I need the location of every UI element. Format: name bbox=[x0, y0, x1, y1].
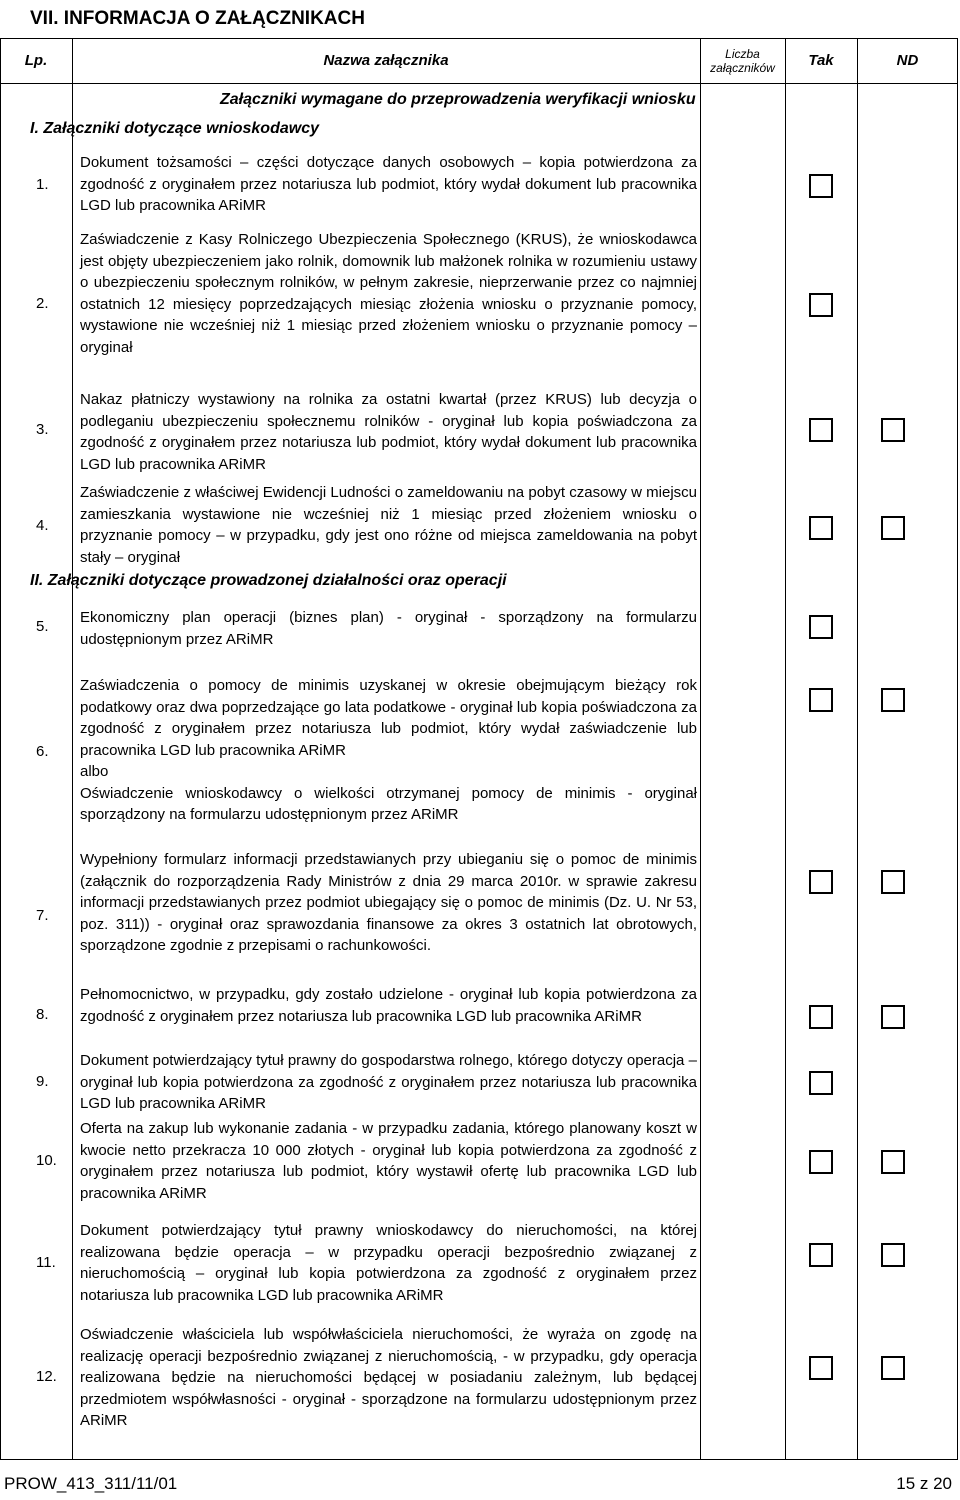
tak-checkbox[interactable] bbox=[809, 418, 833, 442]
item-text: Zaświadczenia o pomocy de minimis uzyskanej w okresie obejmującym bieżący rok podatkowy oraz dwa poprzedzające go lata podatkowe - oryginał lub kopia poświadczona za zgodność z oryginałem przez notariusza lub podmiot, który wydał zaświadczenie lub pracownika LGD lub pracownika ARiMR bbox=[80, 677, 697, 759]
item-number: 7. bbox=[36, 907, 49, 924]
item-number: 10. bbox=[36, 1152, 57, 1169]
header-lp: Lp. bbox=[24, 52, 48, 69]
item-text: Pełnomocnictwo, w przypadku, gdy zostało udzielone - oryginał lub kopia potwierdzona za zgodność z oryginałem przez notariusza lub pracownika LGD lub pracownika ARiMR bbox=[80, 986, 697, 1025]
header-count: Liczba załączników bbox=[710, 46, 775, 75]
form-code: PROW_413_311/11/01 bbox=[4, 1474, 178, 1493]
tak-checkbox[interactable] bbox=[809, 615, 833, 639]
item-number: 5. bbox=[36, 618, 49, 635]
item-number: 6. bbox=[36, 743, 49, 760]
nd-checkbox[interactable] bbox=[881, 1356, 905, 1380]
group-heading-applicant: I. Załączniki dotyczące wnioskodawcy bbox=[30, 120, 319, 137]
tak-checkbox[interactable] bbox=[809, 1356, 833, 1380]
tak-checkbox[interactable] bbox=[809, 688, 833, 712]
item-text-block bbox=[80, 675, 697, 826]
tak-checkbox[interactable] bbox=[809, 870, 833, 894]
item-text: Oferta na zakup lub wykonanie zadania - w przypadku zadania, którego planowany koszt w kwocie netto przekracza 10 000 złotych - oryginał lub kopia potwierdzona za zgodność z oryginałem przez notariusza lub podmiot, który wystawił ofertę lub pracownika LGD lub pracownika ARiMR bbox=[80, 1120, 697, 1202]
item-number: 8. bbox=[36, 1006, 49, 1023]
item-text: Dokument potwierdzający tytuł prawny wnioskodawcy do nieruchomości, na której realizowana będzie operacja – w przypadku operacji bezpośrednio związanej z nieruchomością – oryginał lub kopia potwierdzona za zgodność z oryginałem przez notariusza lub pracownika LGD lub pracownika ARiMR bbox=[80, 1222, 697, 1304]
nd-checkbox[interactable] bbox=[881, 1005, 905, 1029]
page-number: 15 z 20 bbox=[896, 1474, 952, 1493]
item-text: Oświadczenie właściciela lub współwłaściciela nieruchomości, że wyraża on zgodę na realizację operacji bezpośrednio związanej z nieruchomością, - w przypadku, gdy operacja realizowana będzie na nieruchomości będącej w posiadaniu zależnym, lub będącej przedmiotem współwłasności - oryginał - sporządzone na formularzu udostępnionym przez ARiMR bbox=[80, 1326, 697, 1429]
header-tak: Tak bbox=[808, 52, 834, 69]
item-number: 12. bbox=[36, 1368, 57, 1385]
column-divider bbox=[785, 38, 786, 1460]
nd-checkbox[interactable] bbox=[881, 688, 905, 712]
item-text: Wypełniony formularz informacji przedstawianych przy ubieganiu się o pomoc de minimis (załącznik do rozporządzenia Rady Ministrów z dnia 29 marca 2010r. w sprawie zakresu informacji przedstawianych przez podmiot ubiegający się o pomoc de minimis (Dz. U. Nr 53, poz. 311)) - oryginał oraz sprawozdania finansowe za okres 3 ostatnich lat obrotowych, sporządzone zgodnie z przepisami o rachunkowości. bbox=[80, 851, 697, 954]
tak-checkbox[interactable] bbox=[809, 516, 833, 540]
item-number: 9. bbox=[36, 1073, 49, 1090]
nd-checkbox[interactable] bbox=[881, 1243, 905, 1267]
item-text: Dokument potwierdzający tytuł prawny do gospodarstwa rolnego, którego dotyczy operacja – oryginał lub kopia potwierdzona za zgodność z oryginałem przez notariusza lub pracownika LGD lub pracownika ARiMR bbox=[80, 1052, 697, 1112]
nd-checkbox[interactable] bbox=[881, 418, 905, 442]
column-divider bbox=[700, 38, 701, 1460]
subheader: Załączniki wymagane do przeprowadzenia weryfikacji wniosku bbox=[220, 91, 696, 108]
tak-checkbox[interactable] bbox=[809, 1150, 833, 1174]
item-text: Ekonomiczny plan operacji (biznes plan) - oryginał - sporządzony na formularzu udostępnionym przez ARiMR bbox=[80, 609, 697, 648]
item-text: Oświadczenie wnioskodawcy o wielkości otrzymanej pomocy de minimis - oryginał sporządzony na formularzu udostępnionym przez ARiMR bbox=[80, 784, 697, 823]
item-number: 3. bbox=[36, 421, 49, 438]
item-text: Dokument tożsamości – części dotyczące danych osobowych – kopia potwierdzona za zgodność z oryginałem przez notariusza lub podmiot, który wydał dokument lub pracownika LGD lub pracownika ARiMR bbox=[80, 154, 697, 214]
item-number: 2. bbox=[36, 295, 49, 312]
item-number: 4. bbox=[36, 517, 49, 534]
nd-checkbox[interactable] bbox=[881, 870, 905, 894]
header-divider bbox=[0, 83, 958, 84]
item-text: Zaświadczenie z Kasy Rolniczego Ubezpieczenia Społecznego (KRUS), że wnioskodawca jest objęty ubezpieczeniem jako rolnik, domownik lub małżonek rolnika w rozumieniu ustawy o ubezpieczeniu społecznym rolników, w pełnym zakresie, nieprzerwanie przez co najmniej ostatnich 12 miesięcy poprzedzających miesiąc złożenia wniosku o przyznanie pomocy, wystawione nie wcześniej niż 1 miesiąc przed złożeniem wniosku o przyznanie pomocy – oryginał bbox=[80, 231, 697, 356]
nd-checkbox[interactable] bbox=[881, 1150, 905, 1174]
header-nd: ND bbox=[896, 52, 919, 69]
section-title: VII. INFORMACJA O ZAŁĄCZNIKACH bbox=[30, 8, 365, 29]
tak-checkbox[interactable] bbox=[809, 293, 833, 317]
item-text: Nakaz płatniczy wystawiony na rolnika za ostatni kwartał (przez KRUS) lub decyzja o podleganiu ubezpieczeniu społecznemu rolników - oryginał lub kopia poświadczona za zgodność z oryginałem przez notariusza lub podmiot, który wydał dokument lub pracownika LGD lub pracownika ARiMR bbox=[80, 391, 697, 473]
item-text-alternative: albo bbox=[80, 763, 109, 780]
nd-checkbox[interactable] bbox=[881, 516, 905, 540]
column-divider bbox=[857, 38, 858, 1460]
group-heading-operation: II. Załączniki dotyczące prowadzonej działalności oraz operacji bbox=[30, 572, 507, 589]
header-name: Nazwa załącznika bbox=[323, 52, 449, 69]
tak-checkbox[interactable] bbox=[809, 1243, 833, 1267]
tak-checkbox[interactable] bbox=[809, 174, 833, 198]
item-number: 1. bbox=[36, 176, 49, 193]
tak-checkbox[interactable] bbox=[809, 1071, 833, 1095]
tak-checkbox[interactable] bbox=[809, 1005, 833, 1029]
header-count-cell bbox=[700, 38, 785, 83]
item-text: Zaświadczenie z właściwej Ewidencji Ludności o zameldowaniu na pobyt czasowy w miejscu zamieszkania wystawione nie wcześniej niż 1 miesiąc przed złożeniem wniosku o przyznanie pomocy – w przypadku, gdy jest ono różne od miejsca zameldowania na pobyt stały – oryginał bbox=[80, 484, 697, 566]
item-number: 11. bbox=[36, 1254, 56, 1271]
